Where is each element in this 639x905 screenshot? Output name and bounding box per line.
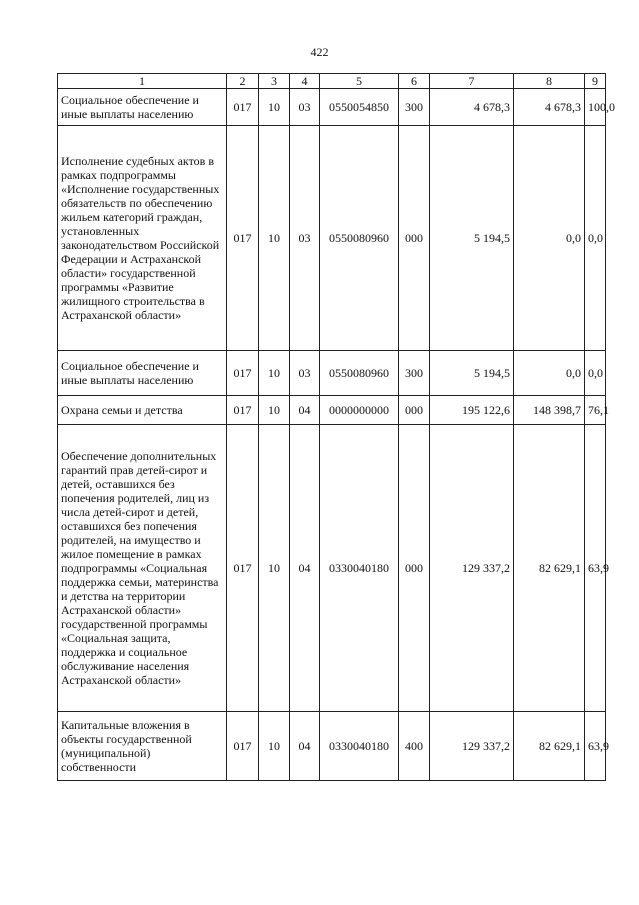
table-row <box>58 712 606 781</box>
code-cell: 0550080960 <box>320 126 399 351</box>
code-cell: 04 <box>290 712 320 781</box>
column-header: 4 <box>290 74 320 89</box>
code-cell: 017 <box>227 425 259 712</box>
percent-cell: 0,0 <box>585 351 606 396</box>
code-cell: 0330040180 <box>320 425 399 712</box>
amount-cell: 5 194,5 <box>430 351 514 396</box>
code-cell: 10 <box>259 396 290 425</box>
row-name-cell: Охрана семьи и детства <box>58 396 227 425</box>
code-cell: 0550080960 <box>320 351 399 396</box>
code-cell: 000 <box>399 425 430 712</box>
column-header: 1 <box>58 74 227 89</box>
percent-cell: 63,9 <box>585 712 606 781</box>
code-cell: 10 <box>259 351 290 396</box>
table-row <box>58 126 606 351</box>
amount-cell: 129 337,2 <box>430 712 514 781</box>
column-header: 5 <box>320 74 399 89</box>
code-cell: 0000000000 <box>320 396 399 425</box>
code-cell: 017 <box>227 712 259 781</box>
code-cell: 0330040180 <box>320 712 399 781</box>
row-name-cell: Социальное обеспечение и иные выплаты населению <box>58 89 227 126</box>
percent-cell: 76,1 <box>585 396 606 425</box>
table-row <box>58 89 606 126</box>
percent-cell: 100,0 <box>585 89 606 126</box>
code-cell: 0550054850 <box>320 89 399 126</box>
amount-cell: 0,0 <box>514 126 585 351</box>
amount-cell: 82 629,1 <box>514 425 585 712</box>
amount-cell: 82 629,1 <box>514 712 585 781</box>
code-cell: 017 <box>227 396 259 425</box>
row-name-cell: Социальное обеспечение и иные выплаты населению <box>58 351 227 396</box>
column-header: 2 <box>227 74 259 89</box>
code-cell: 10 <box>259 425 290 712</box>
code-cell: 017 <box>227 89 259 126</box>
percent-cell: 63,9 <box>585 425 606 712</box>
page-number: 422 <box>310 45 329 59</box>
table-header-row <box>58 74 606 89</box>
column-header: 7 <box>430 74 514 89</box>
code-cell: 03 <box>290 351 320 396</box>
code-cell: 000 <box>399 396 430 425</box>
row-name-cell: Капитальные вложения в объекты государственной (муниципальной) собственности <box>58 712 227 781</box>
amount-cell: 0,0 <box>514 351 585 396</box>
code-cell: 300 <box>399 351 430 396</box>
code-cell: 017 <box>227 351 259 396</box>
code-cell: 400 <box>399 712 430 781</box>
column-header: 8 <box>514 74 585 89</box>
code-cell: 300 <box>399 89 430 126</box>
amount-cell: 4 678,3 <box>514 89 585 126</box>
budget-table <box>57 73 615 781</box>
column-header: 9 <box>585 74 606 89</box>
code-cell: 03 <box>290 89 320 126</box>
row-name-cell: Исполнение судебных актов в рамках подпрограммы «Исполнение государственных обязательств по обеспечению жильем категорий граждан, установленных законодательством Российской Федерации и Астраханской области» государственной программы «Развитие жилищного строительства в Астраханской области» <box>58 126 227 351</box>
code-cell: 000 <box>399 126 430 351</box>
amount-cell: 4 678,3 <box>430 89 514 126</box>
code-cell: 017 <box>227 126 259 351</box>
column-header: 3 <box>259 74 290 89</box>
code-cell: 10 <box>259 126 290 351</box>
code-cell: 04 <box>290 396 320 425</box>
row-name-cell: Обеспечение дополнительных гарантий прав детей-сирот и детей, оставшихся без попечения родителей, лиц из числа детей-сирот и детей, оставшихся без попечения родителей, на имущество и жилое помещение в рамках подпрограммы «Социальная поддержка семьи, материнства и детства на территории Астраханской области» государственной программы «Социальная защита, поддержка и социальное обслуживание населения Астраханской области» <box>58 425 227 712</box>
code-cell: 04 <box>290 425 320 712</box>
amount-cell: 195 122,6 <box>430 396 514 425</box>
code-cell: 10 <box>259 89 290 126</box>
code-cell: 10 <box>259 712 290 781</box>
percent-cell: 0,0 <box>585 126 606 351</box>
amount-cell: 129 337,2 <box>430 425 514 712</box>
amount-cell: 5 194,5 <box>430 126 514 351</box>
table-row <box>58 425 606 712</box>
column-header: 6 <box>399 74 430 89</box>
code-cell: 03 <box>290 126 320 351</box>
table-row <box>58 396 606 425</box>
table-row <box>58 351 606 396</box>
amount-cell: 148 398,7 <box>514 396 585 425</box>
